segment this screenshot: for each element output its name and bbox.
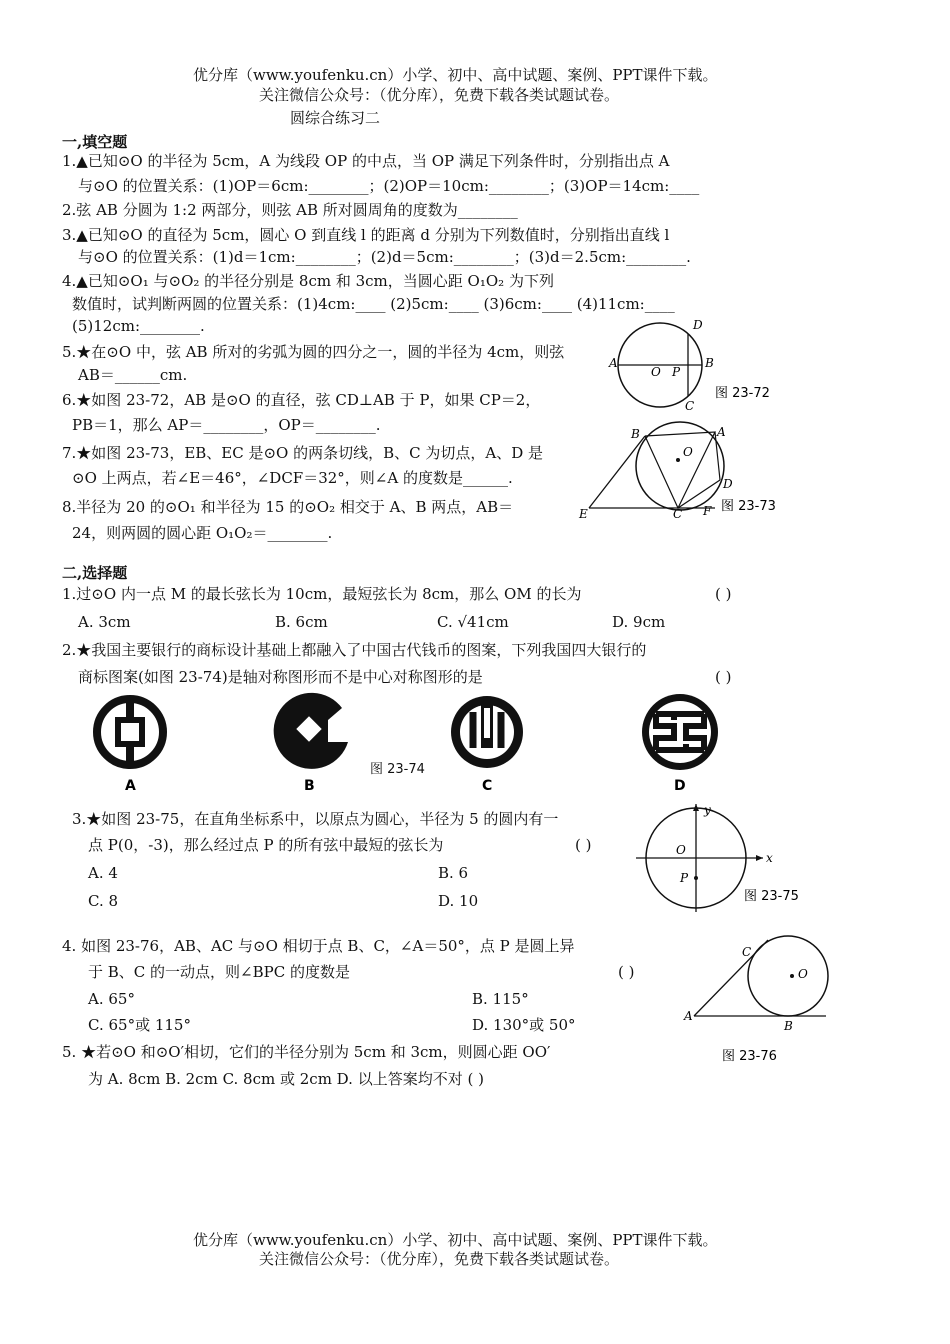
- bank-logo-b: [262, 690, 362, 795]
- site-footer-line1: 优分库（www.youfenku.cn）小学、初中、高中试题、案例、PPT课件下载。: [193, 1231, 718, 1249]
- f75-label-y: y: [704, 803, 711, 817]
- c4-option-d: D. 130°或 50°: [472, 1016, 576, 1034]
- f72-label-d: D: [693, 318, 703, 332]
- section-heading-fill: 一,填空题: [62, 133, 128, 151]
- f73-label-a: A: [717, 425, 726, 439]
- q6-line2: PB＝1，那么 AP＝________，OP＝________.: [72, 416, 381, 434]
- c3-option-c: C. 8: [88, 892, 119, 910]
- f73-caption: 图 23-73: [721, 499, 776, 514]
- f76-label-b: B: [784, 1019, 793, 1033]
- c2-bracket: ( ): [715, 668, 732, 686]
- f72-label-a: A: [609, 356, 618, 370]
- q3-line1: 3.▲已知⊙O 的直径为 5cm，圆心 O 到直线 l 的距离 d 分别为下列数值时，分别指出直线 l: [62, 226, 670, 244]
- q2-line: 2.弦 AB 分圆为 1:2 两部分，则弦 AB 所对圆周角的度数为________: [62, 201, 518, 219]
- c1-bracket: ( ): [715, 585, 732, 603]
- q5-line1: 5.★在⊙O 中，弦 AB 所对的劣弧为圆的四分之一，圆的半径为 4cm，则弦: [62, 343, 565, 361]
- f73-label-o: O: [683, 445, 693, 459]
- f73-label-c: C: [673, 507, 683, 521]
- f73-label-b: B: [631, 427, 640, 441]
- fig74-caption: 图 23-74: [370, 762, 425, 777]
- c1-option-d: D. 9cm: [612, 613, 666, 631]
- c1-option-c: C. √41cm: [437, 613, 509, 631]
- c3-option-a: A. 4: [88, 864, 118, 882]
- f76-label-o: O: [798, 967, 808, 981]
- f75-label-o: O: [676, 843, 686, 857]
- f73-label-f: F: [703, 504, 712, 518]
- f72-label-c: C: [685, 399, 695, 413]
- c1-option-b: B. 6cm: [275, 613, 328, 631]
- q4-line1: 4.▲已知⊙O₁ 与⊙O₂ 的半径分别是 8cm 和 3cm，当圆心距 O₁O₂ 为下列: [62, 272, 554, 290]
- q7-line1: 7.★如图 23-73，EB、EC 是⊙O 的两条切线，B、C 为切点，A、D 是: [62, 444, 544, 462]
- f75-label-p: P: [680, 871, 689, 885]
- f73-label-e: E: [579, 507, 588, 521]
- c3-line1: 3.★如图 23-75，在直角坐标系中，以原点为圆心，半径为 5 的圆内有一: [72, 810, 559, 828]
- f75-caption: 图 23-75: [744, 889, 799, 904]
- c4-option-a: A. 65°: [88, 990, 135, 1008]
- figure-23-76: [680, 930, 840, 1065]
- c2-line2: 商标图案(如图 23-74)是轴对称图形而不是中心对称图形的是: [78, 668, 483, 686]
- logo-label-b: B: [304, 778, 315, 794]
- f72-label-o: O: [651, 365, 661, 379]
- f76-label-a: A: [684, 1009, 693, 1023]
- c3-line2: 点 P(0，-3)，那么经过点 P 的所有弦中最短的弦长为: [88, 836, 444, 854]
- figure-23-72: [605, 315, 785, 415]
- q1-line1: 1.▲已知⊙O 的半径为 5cm，A 为线段 OP 的中点，当 OP 满足下列条件时，分别指出点 A: [62, 152, 670, 170]
- logo-label-a: A: [125, 778, 136, 794]
- f73-label-d: D: [723, 477, 733, 491]
- c3-option-b: B. 6: [438, 864, 469, 882]
- c1-option-a: A. 3cm: [78, 613, 131, 631]
- f72-caption: 图 23-72: [715, 386, 770, 401]
- c4-line1: 4. 如图 23-76，AB、AC 与⊙O 相切于点 B、C，∠A＝50°，点 P 是圆上异: [62, 937, 575, 955]
- site-header-line1: 优分库（www.youfenku.cn）小学、初中、高中试题、案例、PPT课件下载。: [193, 66, 718, 84]
- page-title: 圆综合练习二: [290, 109, 381, 127]
- f76-label-c: C: [742, 945, 752, 959]
- c5-line1: 5. ★若⊙O 和⊙O′相切，它们的半径分别为 5cm 和 3cm，则圆心距 OO′: [62, 1043, 551, 1061]
- bank-logo-c: [440, 690, 535, 795]
- figure-23-73: [575, 420, 785, 525]
- q8-line1: 8.半径为 20 的⊙O₁ 和半径为 15 的⊙O₂ 相交于 A、B 两点，AB＝: [62, 498, 514, 516]
- f76-caption: 图 23-76: [722, 1049, 777, 1064]
- site-footer-line2: 关注微信公众号：（优分库），免费下载各类试题试卷。: [259, 1250, 620, 1268]
- c4-option-b: B. 115°: [472, 990, 529, 1008]
- c2-line1: 2.★我国主要银行的商标设计基础上都融入了中国古代钱币的图案，下列我国四大银行的: [62, 641, 647, 659]
- c1-stem: 1.过⊙O 内一点 M 的最长弦长为 10cm，最短弦长为 8cm，那么 OM 的长为: [62, 585, 582, 603]
- bank-logo-d: [630, 690, 730, 795]
- q4-line3: (5)12cm:________.: [72, 317, 205, 335]
- f72-label-b: B: [705, 356, 714, 370]
- section-heading-choice: 二,选择题: [62, 564, 128, 582]
- c4-bracket: ( ): [618, 963, 635, 981]
- logo-label-d: D: [674, 778, 686, 794]
- c4-line2: 于 B、C 的一动点，则∠BPC 的度数是: [88, 963, 350, 981]
- q8-line2: 24，则两圆的圆心距 O₁O₂＝________.: [72, 524, 333, 542]
- q7-line2: ⊙O 上两点，若∠E＝46°，∠DCF＝32°，则∠A 的度数是______.: [72, 469, 513, 487]
- c4-option-c: C. 65°或 115°: [88, 1016, 191, 1034]
- f75-label-x: x: [766, 851, 773, 865]
- logo-label-c: C: [482, 778, 493, 794]
- q6-line1: 6.★如图 23-72，AB 是⊙O 的直径，弦 CD⊥AB 于 P，如果 CP＝2，: [62, 391, 541, 409]
- c3-option-d: D. 10: [438, 892, 479, 910]
- q5-line2: AB＝______cm.: [78, 366, 188, 384]
- bank-logo-a: [85, 690, 175, 795]
- q4-line2: 数值时，试判断两圆的位置关系：(1)4cm:____ (2)5cm:____ (3)6cm:____ (4)11cm:____: [72, 295, 675, 313]
- c3-bracket: ( ): [575, 836, 592, 854]
- site-header-line2: 关注微信公众号：（优分库），免费下载各类试题试卷。: [259, 86, 620, 104]
- c5-line2: 为 A. 8cm B. 2cm C. 8cm 或 2cm D. 以上答案均不对 ( ): [88, 1070, 484, 1088]
- q3-line2: 与⊙O 的位置关系：(1)d＝1cm:________；(2)d＝5cm:________；(3)d＝2.5cm:________.: [78, 248, 691, 266]
- f72-label-p: P: [672, 365, 681, 379]
- q1-line2: 与⊙O 的位置关系：(1)OP＝6cm:________；(2)OP＝10cm:________；(3)OP＝14cm:____: [78, 177, 700, 195]
- figure-23-75: [628, 800, 808, 915]
